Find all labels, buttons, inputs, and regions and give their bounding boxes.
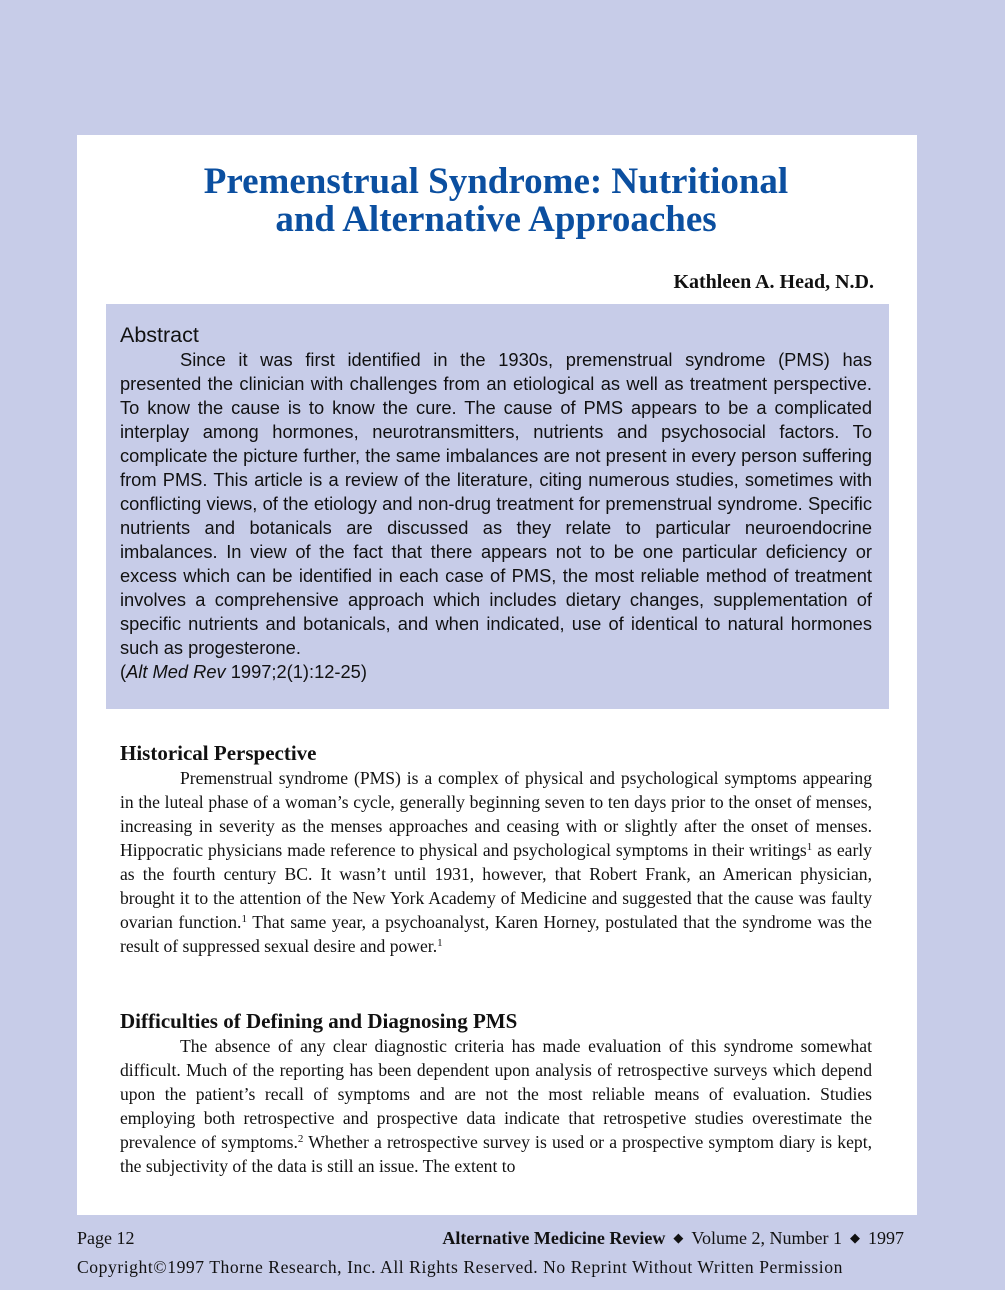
article-title	[0, 163, 992, 239]
diamond-separator-icon: ◆	[850, 1230, 860, 1245]
journal-name: Alternative Medicine Review	[442, 1228, 666, 1248]
paragraph-text: Whether a retrospective survey is used or a prospective symptom diary is kept, the subjectivity of the data is still an issue. The extent to	[120, 1132, 872, 1176]
journal-year: 1997	[868, 1228, 904, 1248]
reference-marker: 2	[297, 1133, 304, 1145]
journal-info	[442, 1228, 904, 1249]
abstract-content	[120, 322, 872, 684]
section-difficulties-defining-pms	[120, 1008, 872, 1178]
section-heading: Difficulties of Defining and Diagnosing PMS	[120, 1009, 518, 1033]
diamond-separator-icon: ◆	[673, 1230, 684, 1245]
section-heading: Historical Perspective	[120, 741, 317, 765]
section-paragraph	[120, 766, 872, 958]
copyright-notice: Copyright©1997 Thorne Research, Inc. All Rights Reserved. No Reprint Without Written Permission	[77, 1257, 843, 1277]
paragraph-text: The absence of any clear diagnostic criteria has made evaluation of this syndrome somewhat difficult. Much of the reporting has been dependent upon analysis of retrospective surveys which depend upon the patient’s recall of symptoms and are not the most reliable means of evaluation. Studies employing both retrospective and prospective data indicate that retrospetive studies overestimate the prevalence of symptoms.	[120, 1036, 872, 1152]
section-paragraph	[120, 1034, 872, 1178]
article-title-line-2: and Alternative Approaches	[275, 199, 717, 240]
author-name: Kathleen A. Head, N.D.	[673, 271, 874, 293]
abstract-citation	[120, 660, 872, 684]
abstract-text: Since it was first identified in the 1930s, premenstrual syndrome (PMS) has presented the clinician with challenges from an etiological as well as treatment perspective. To know the cause is to know the cure. The cause of PMS appears to be a complicated interplay among hormones, neurotransmitters, nutrients and psychosocial factors. To complicate the picture further, the same imbalances are not present in every person suffering from PMS. This article is a review of the literature, citing numerous studies, sometimes with conflicting views, of the etiology and non-drug treatment for premenstrual syndrome. Specific nutrients and botanicals are discussed as they relate to particular neuroendocrine imbalances. In view of the fact that there appears not to be one particular deficiency or excess which can be identified in each case of PMS, the most reliable method of treatment involves a comprehensive approach which includes dietary changes, supplementation of specific nutrients and botanicals, and when indicated, use of identical to natural hormones such as progesterone.	[120, 349, 872, 658]
paragraph-text: as early as the fourth century BC. It wasn’t until 1931, however, that Robert Frank, an American physician, brought it to the attention of the New York Academy of Medicine and suggested that the cause was faulty ovarian function.	[120, 840, 872, 932]
citation-open: (	[120, 661, 127, 682]
abstract-heading: Abstract	[120, 323, 199, 347]
paragraph-text: Premenstrual syndrome (PMS) is a complex of physical and psychological symptoms appearing in the luteal phase of a woman’s cycle, generally beginning seven to ten days prior to the onset of menses, increasing in severity as the menses approaches and ceasing with or slightly after the onset of menses. Hippocratic physicians made reference to physical and psychological symptoms in their writings	[120, 768, 872, 860]
citation-rest: 1997;2(1):12-25)	[225, 661, 367, 682]
section-historical-perspective	[120, 740, 872, 958]
reference-marker: 1	[806, 841, 813, 853]
reference-marker: 1	[437, 937, 443, 949]
citation-journal: Alt Med Rev	[126, 661, 226, 682]
reference-marker: 1	[241, 913, 247, 925]
article-title-line-1: Premenstrual Syndrome: Nutritional	[203, 161, 789, 202]
paragraph-text: That same year, a psychoanalyst, Karen Horney, postulated that the syndrome was the result of suppressed sexual desire and power.	[120, 912, 872, 956]
page-number: Page 12	[77, 1228, 135, 1248]
journal-issue: Volume 2, Number 1	[691, 1228, 842, 1248]
abstract-box	[106, 304, 889, 709]
